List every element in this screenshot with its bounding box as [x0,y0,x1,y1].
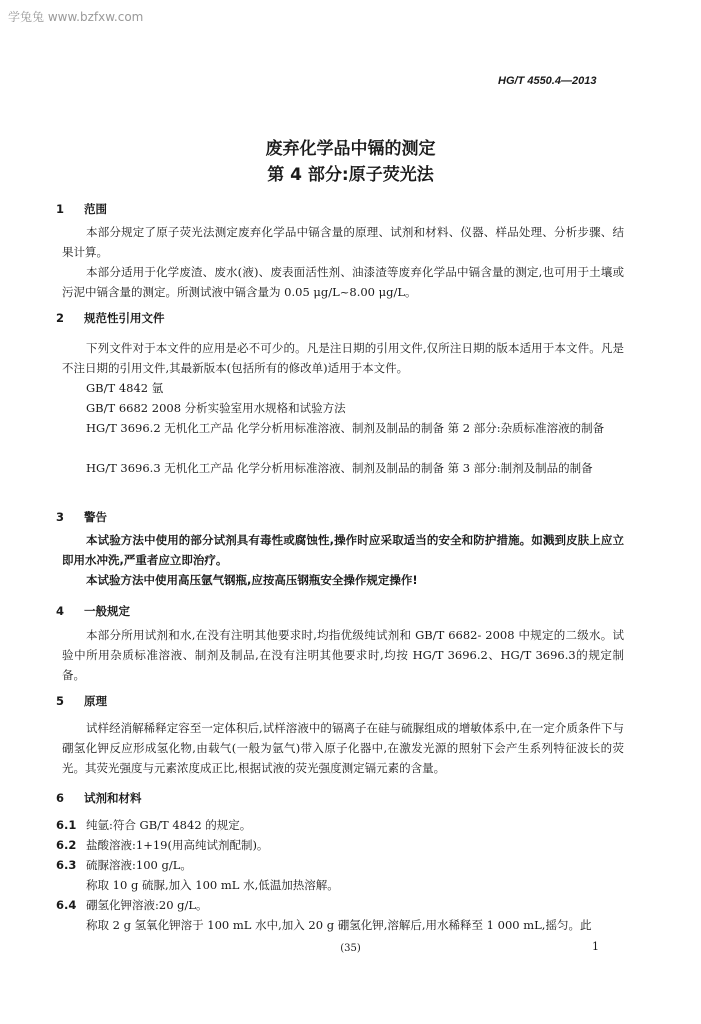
paragraph: 本部分所用试剂和水,在没有注明其他要求时,均指优级纯试剂和 GB/T 6682- 2008 中规定的二级水。试验中所用杂质标准溶液、制剂及制品,在没有注明其他要求时,均按 HG/T 3696.2、HG/T 3696.3的规定制备。 [62,628,624,682]
section-title: 一般规定 [84,604,130,618]
section-heading-normative [56,310,165,326]
reagent-item: 6.2 盐酸溶液:1+19(用高纯试剂配制)。 [56,838,269,852]
section-title: 规范性引用文件 [84,311,165,325]
section-number: 6 [56,791,65,805]
paragraph: 下列文件对于本文件的应用是必不可少的。凡是注日期的引用文件,仅所注日期的版本适用于本文件。凡是不注日期的引用文件,其最新版本(包括所有的修改单)适用于本文件。 [62,341,624,375]
section-number: 2 [56,311,65,325]
paragraph: 本部分适用于化学废渣、废水(液)、废表面活性剂、油漆渣等废弃化学品中镉含量的测定,也可用于土壤或污泥中镉含量的测定。所测试液中镉含量为 0.05 μg/L~8.00 μg/L。 [62,265,624,299]
page-number: 1 [592,940,599,953]
section-number: 1 [56,202,65,216]
page-number-center: (35) [340,943,361,954]
section-number: 5 [56,694,65,708]
reference-item: HG/T 3696.2 无机化工产品 化学分析用标准溶液、制剂及制品的制备 第 2 部分:杂质标准溶液的制备 [86,421,605,435]
reagent-detail: 称取 10 g 硫脲,加入 100 mL 水,低温加热溶解。 [86,878,339,892]
section-heading-reagents [56,790,142,806]
watermark: 学兔兔 www.bzfxw.com [8,10,144,24]
warning-paragraph: 本试验方法中使用的部分试剂具有毒性或腐蚀性,操作时应采取适当的安全和防护措施。如溅到皮肤上应立即用水冲洗,严重者应立即治疗。 [62,533,624,567]
reagent-detail: 称取 2 g 氢氧化钾溶于 100 mL 水中,加入 20 g 硼氢化钾,溶解后,用水稀释至 1 000 mL,摇匀。此 [86,918,592,932]
section-heading-scope [56,201,107,217]
standard-number: HG/T 4550.4—2013 [498,75,597,87]
reference-item: GB/T 4842 氩 [86,381,164,395]
section-number: 3 [56,510,65,524]
paragraph: 试样经消解稀释定容至一定体积后,试样溶液中的镉离子在硅与硫脲组成的增敏体系中,在一定介质条件下与硼氢化钾反应形成氢化物,由载气(一般为氩气)带入原子化器中,在激发光源的照射下会产生系列特征波长的荧光。其荧光强度与元素浓度成正比,根据试液的荧光强度测定镉元素的含量。 [62,721,624,775]
section-heading-general [56,603,130,619]
section-heading-principle [56,693,107,709]
document-title: 废弃化学品中镉的测定 [265,139,436,159]
section-heading-warning [56,509,107,525]
reference-item: GB/T 6682 2008 分析实验室用水规格和试验方法 [86,401,346,415]
section-title: 范围 [84,202,107,216]
warning-paragraph: 本试验方法中使用高压氩气钢瓶,应按高压钢瓶安全操作规定操作! [86,573,418,587]
section-title: 警告 [84,510,107,524]
document-subtitle: 第 4 部分:原子荧光法 [267,165,434,185]
section-number: 4 [56,604,65,618]
reference-item: HG/T 3696.3 无机化工产品 化学分析用标准溶液、制剂及制品的制备 第 3 部分:制剂及制品的制备 [86,461,593,475]
paragraph: 本部分规定了原子荧光法测定废弃化学品中镉含量的原理、试剂和材料、仪器、样品处理、分析步骤、结果计算。 [62,225,624,259]
reagent-item: 6.3 硫脲溶液:100 g/L。 [56,858,192,872]
reagent-item: 6.1 纯氩:符合 GB/T 4842 的规定。 [56,818,252,832]
section-title: 原理 [84,694,107,708]
section-title: 试剂和材料 [84,791,142,805]
reagent-item: 6.4 硼氢化钾溶液:20 g/L。 [56,898,208,912]
